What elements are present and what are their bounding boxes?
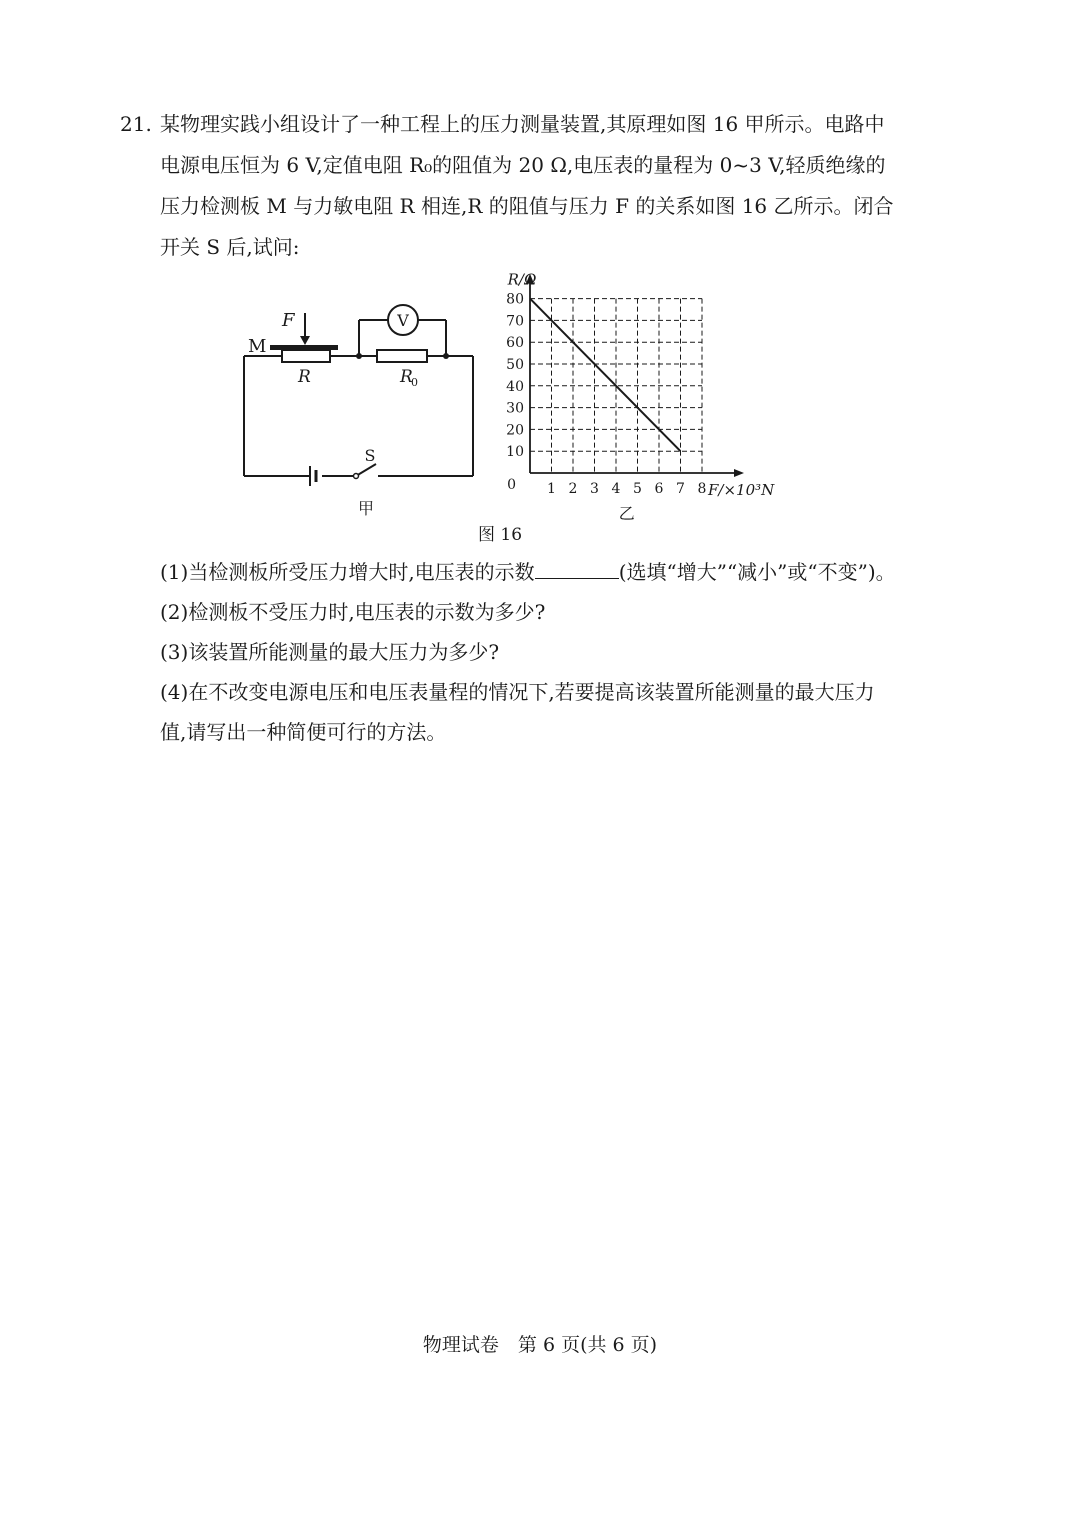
answer-blank[interactable] [535,560,619,579]
sub-questions [160,552,920,752]
y-axis-label: R/Ω [507,270,537,289]
x-tick-label: 5 [633,481,642,497]
sub-question-4-cont: 值,请写出一种简便可行的方法。 [160,720,447,744]
y-tick-label: 60 [506,335,524,352]
graph-r-vs-f [485,268,815,524]
question-line-4: 开关 S 后,试问: [160,235,300,259]
x-tick-label: 6 [654,481,664,497]
switch-label: S [364,446,376,465]
x-tick-label: 4 [611,481,621,497]
series-line-r-vs-f [530,299,681,452]
graph-series [530,299,681,452]
circuit-caption: 甲 [357,499,375,518]
x-tick-label: 3 [590,481,599,497]
sub-question-4: (4)在不改变电源电压和电压表量程的情况下,若要提高该装置所能测量的最大压力 [160,680,875,704]
y-tick-label: 30 [506,400,524,417]
question-line-1: 21. 某物理实践小组设计了一种工程上的压力测量装置,其原理如图 16 甲所示。电路中 [120,104,920,145]
x-tick-label: 8 [697,481,707,497]
question-line-2: 电源电压恒为 6 V,定值电阻 R₀的阻值为 20 Ω,电压表的量程为 0~3 V,轻质绝缘的 [160,153,886,177]
origin-label: 0 [507,477,516,493]
x-axis-label: F/×10³N [708,481,775,499]
x-tick-label: 2 [568,481,578,497]
sub-question-3: (3)该装置所能测量的最大压力为多少? [160,640,500,664]
force-label: F [282,310,295,331]
resistor-r-label: R [298,367,311,387]
x-tick-label: 1 [547,481,556,497]
question-21 [120,104,920,268]
page-footer: 物理试卷 第 6 页(共 6 页) [422,1334,658,1356]
question-line-3: 压力检测板 M 与力敏电阻 R 相连,R 的阻值与压力 F 的关系如图 16 乙所示。闭合 [160,194,894,218]
circuit-diagram [230,268,490,518]
x-tick-label: 7 [676,481,685,497]
y-tick-label: 80 [506,291,524,308]
y-tick-label: 20 [506,422,524,439]
y-tick-label: 10 [506,444,524,461]
figure-caption: 图 16 [477,525,523,545]
voltmeter-label: V [397,311,409,330]
graph-axes [526,274,744,477]
graph-labels [506,271,775,523]
x-axis-arrow [734,469,744,477]
resistor-r0-subscript: 0 [411,376,418,389]
figure-16 [230,268,810,548]
y-tick-label: 50 [506,357,524,373]
resistor-r0-label: R [400,367,413,387]
question-number: 21. [120,112,152,136]
sub-question-2: (2)检测板不受压力时,电压表的示数为多少? [160,600,546,624]
y-tick-label: 70 [506,313,524,330]
graph-caption: 乙 [618,504,635,523]
sub-question-1: (1)当检测板所受压力增大时,电压表的示数 (选填“增大”“减小”或“不变”)。 [160,560,896,584]
plate-label: M [248,336,267,357]
y-tick-label: 40 [506,378,524,395]
